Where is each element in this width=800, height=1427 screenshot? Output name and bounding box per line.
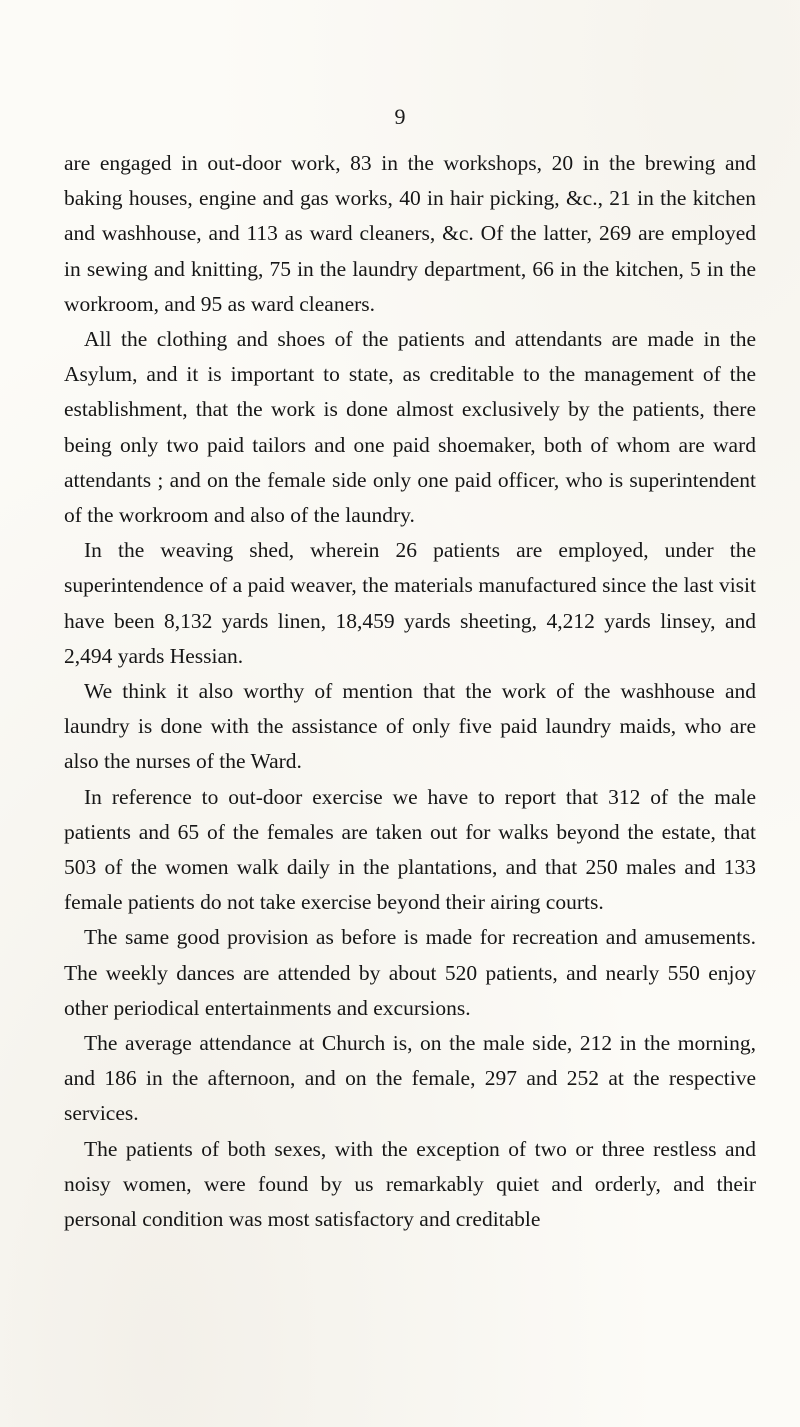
- paragraph-2: All the clothing and shoes of the patients and attendants are made in the Asylum, and it is important to state, as creditable to the management of the establishment, that the work is done almost exclusively by the patients, there being only two paid tailors and one paid shoemaker, both of whom are ward attendants ; and on the female side only one paid officer, who is superintendent of the workroom and also of the laundry.: [64, 327, 756, 528]
- paragraph-5: In reference to out-door exercise we have to report that 312 of the male patients and 65 of the females are taken out for walks beyond the estate, that 503 of the women walk daily in the plantations, and that 250 males and 133 female patients do not take exercise beyond their airing courts.: [64, 784, 756, 915]
- paragraph-1: are engaged in out-door work, 83 in the workshops, 20 in the brewing and baking houses, engine and gas works, 40 in hair picking, &c., 21 in the kitchen and washhouse, and 113 as ward cleaners, &c. Of the latter, 269 are employed in sewing and knitting, 75 in the laundry department, 66 in the kitchen, 5 in the workroom, and 95 as ward cleaners.: [64, 151, 756, 316]
- paragraph-8: The patients of both sexes, with the exception of two or three restless and noisy women, were found by us remarkably quiet and orderly, and their personal condition was most satisfactory and creditable: [64, 1136, 756, 1232]
- paragraph-4: We think it also worthy of mention that the work of the washhouse and laundry is done with the assistance of only five paid laundry maids, who are also the nurses of the Ward.: [64, 679, 756, 774]
- paragraph-7: The average attendance at Church is, on the male side, 212 in the morning, and 186 in the afternoon, and on the female, 297 and 252 at the respective services.: [64, 1031, 756, 1126]
- paragraph-6: The same good provision as before is made for recreation and amusements. The weekly dances are attended by about 520 patients, and nearly 550 enjoy other periodical entertainments and excursions.: [64, 925, 756, 1020]
- body-text: [64, 146, 756, 1237]
- paragraph-3: In the weaving shed, wherein 26 patients are employed, under the superintendence of a paid weaver, the materials manufactured since the last visit have been 8,132 yards linen, 18,459 yards sheeting, 4,212 yards linsey, and 2,494 yards Hessian.: [64, 538, 756, 668]
- page-number: 9: [394, 104, 406, 129]
